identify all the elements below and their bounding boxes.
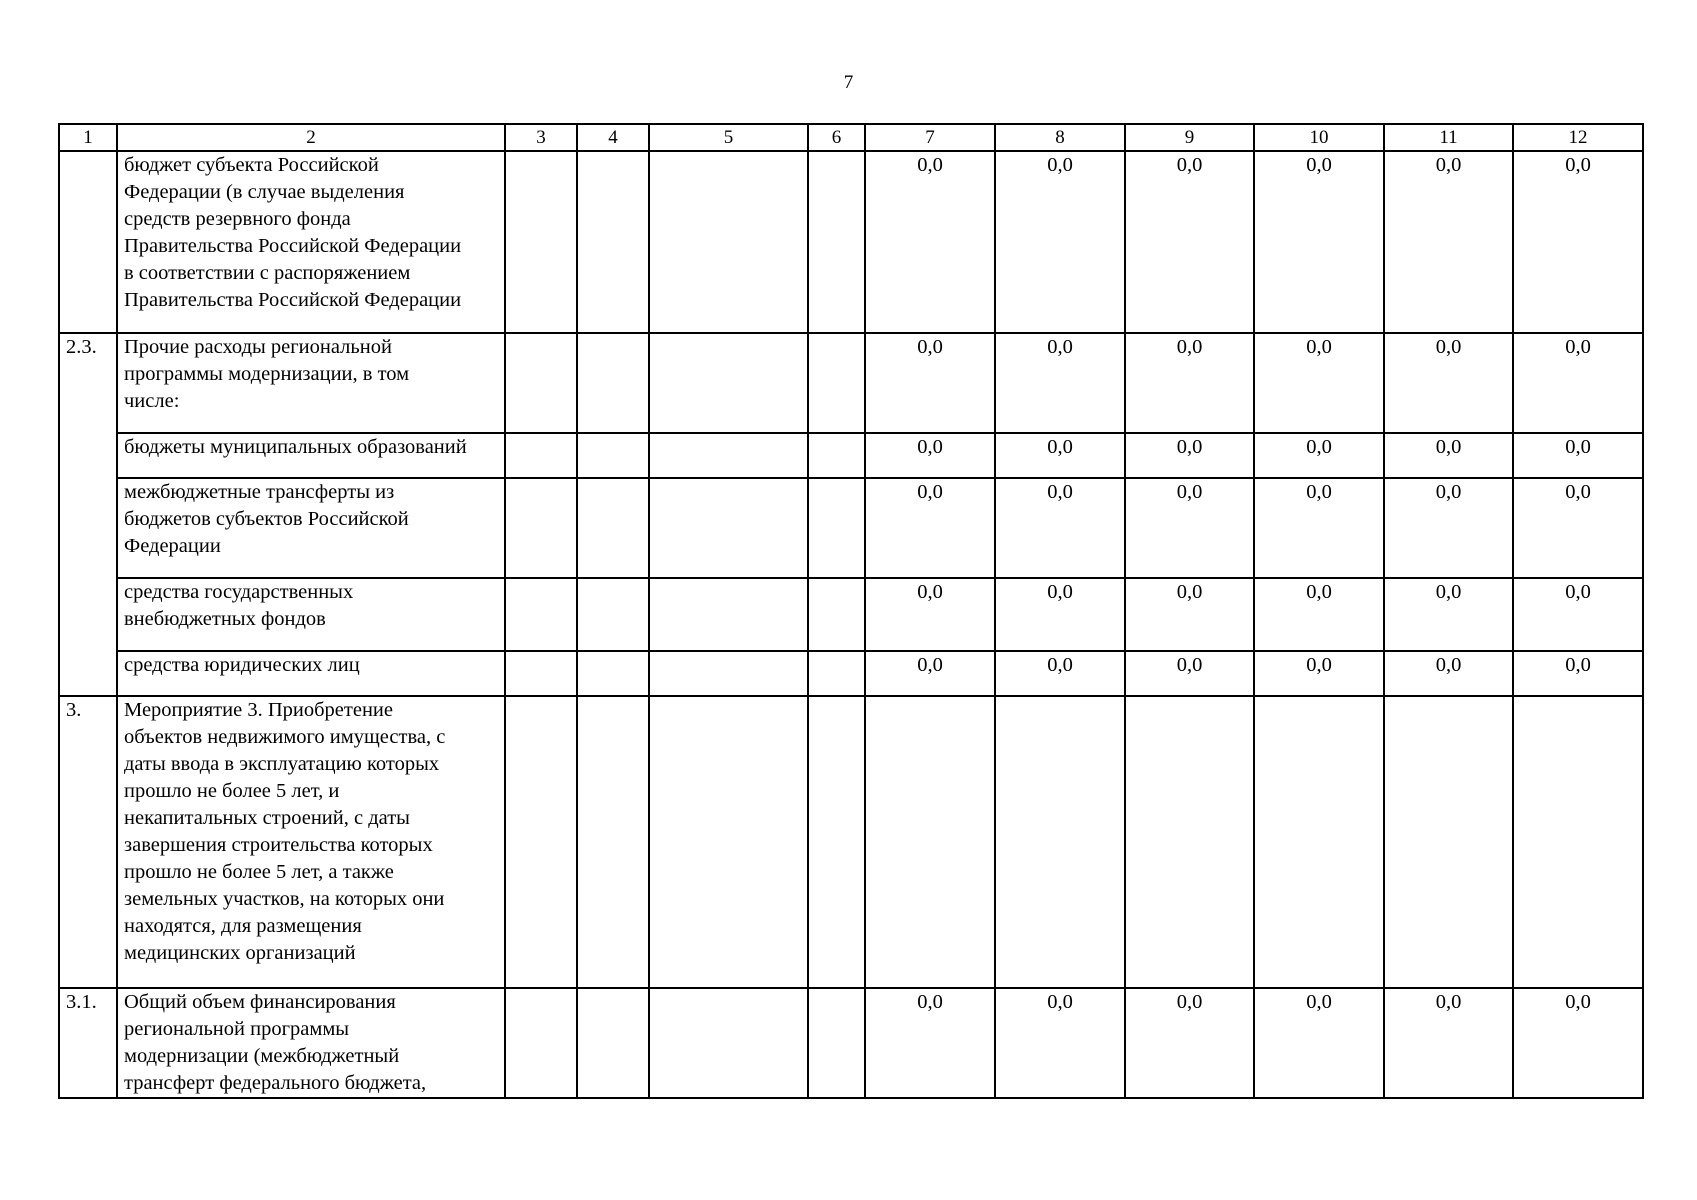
text-line: средства юридических лиц: [124, 654, 360, 676]
value-cell: 0,0: [865, 988, 995, 1098]
value-cell: 0,0: [1513, 578, 1643, 651]
header-cell: 6: [808, 124, 865, 151]
table-row: [59, 578, 1643, 651]
text-line: Прочие расходы региональной: [124, 336, 392, 358]
value-cell: 0,0: [1125, 651, 1254, 696]
text-line: Мероприятие 3. Приобретение: [124, 699, 393, 721]
row-description: [117, 696, 505, 988]
empty-cell: [577, 988, 649, 1098]
empty-cell: [649, 478, 808, 578]
text-line: региональной программы: [124, 1018, 350, 1040]
empty-cell: [505, 696, 577, 988]
empty-cell: [577, 151, 649, 333]
value-cell: 0,0: [1384, 151, 1513, 333]
value-cell: 0,0: [1254, 478, 1384, 578]
header-cell: 11: [1384, 124, 1513, 151]
value-cell: 0,0: [865, 578, 995, 651]
value-cell: 0,0: [1254, 988, 1384, 1098]
value-cell: [865, 696, 995, 988]
value-cell: 0,0: [1125, 151, 1254, 333]
empty-cell: [505, 333, 577, 433]
empty-cell: [808, 651, 865, 696]
value-cell: 0,0: [1384, 433, 1513, 478]
empty-cell: [808, 333, 865, 433]
value-cell: 0,0: [1513, 333, 1643, 433]
value-cell: 0,0: [1384, 333, 1513, 433]
empty-cell: [649, 151, 808, 333]
empty-cell: [808, 988, 865, 1098]
table-row: [59, 988, 1643, 1098]
row-description: [117, 151, 505, 333]
row-description: [117, 988, 505, 1098]
text-line: земельных участков, на которых они: [124, 888, 445, 910]
empty-cell: [505, 433, 577, 478]
value-cell: 0,0: [1254, 578, 1384, 651]
text-line: числе:: [124, 390, 180, 412]
empty-cell: [649, 988, 808, 1098]
empty-cell: [649, 696, 808, 988]
text-line: объектов недвижимого имущества, с: [124, 726, 446, 748]
financing-table: [58, 123, 1644, 1099]
row-description: [117, 478, 505, 578]
table-row: [59, 696, 1643, 988]
header-cell: 4: [577, 124, 649, 151]
text-line: некапитальных строений, с даты: [124, 807, 410, 829]
value-cell: 0,0: [1513, 988, 1643, 1098]
header-cell: 10: [1254, 124, 1384, 151]
empty-cell: [649, 651, 808, 696]
text-line: модернизации (межбюджетный: [124, 1045, 400, 1067]
text-line: Федерации (в случае выделения: [124, 181, 405, 203]
row-number: 3.: [59, 696, 117, 988]
text-line: Правительства Российской Федерации: [124, 289, 462, 311]
value-cell: 0,0: [1384, 478, 1513, 578]
table-row: [59, 651, 1643, 696]
empty-cell: [505, 151, 577, 333]
row-description: [117, 578, 505, 651]
value-cell: 0,0: [1254, 151, 1384, 333]
value-cell: 0,0: [1384, 578, 1513, 651]
empty-cell: [505, 988, 577, 1098]
text-line: внебюджетных фондов: [124, 608, 326, 630]
row-number: 2.3.: [59, 333, 117, 696]
header-cell: 9: [1125, 124, 1254, 151]
empty-cell: [649, 333, 808, 433]
value-cell: 0,0: [1513, 478, 1643, 578]
empty-cell: [577, 433, 649, 478]
empty-cell: [649, 578, 808, 651]
header-cell: 12: [1513, 124, 1643, 151]
text-line: средств резервного фонда: [124, 208, 351, 230]
text-line: находятся, для размещения: [124, 915, 362, 937]
empty-cell: [577, 578, 649, 651]
header-cell: 3: [505, 124, 577, 151]
text-line: трансферт федерального бюджета,: [124, 1072, 427, 1094]
text-line: средства государственных: [124, 581, 354, 603]
text-line: завершения строительства которых: [124, 834, 433, 856]
value-cell: 0,0: [995, 578, 1125, 651]
value-cell: 0,0: [995, 151, 1125, 333]
value-cell: 0,0: [865, 433, 995, 478]
header-cell: 8: [995, 124, 1125, 151]
text-line: межбюджетные трансферты из: [124, 481, 395, 503]
value-cell: 0,0: [1254, 433, 1384, 478]
row-number: [59, 151, 117, 333]
value-cell: [1513, 696, 1643, 988]
value-cell: 0,0: [865, 151, 995, 333]
empty-cell: [808, 478, 865, 578]
table-row: [59, 478, 1643, 578]
value-cell: 0,0: [995, 651, 1125, 696]
table-row: [59, 333, 1643, 433]
value-cell: 0,0: [1254, 333, 1384, 433]
row-description: [117, 333, 505, 433]
empty-cell: [505, 578, 577, 651]
empty-cell: [505, 478, 577, 578]
text-line: прошло не более 5 лет, а также: [124, 861, 394, 883]
page-number: 7: [843, 72, 854, 93]
header-cell: 5: [649, 124, 808, 151]
empty-cell: [577, 651, 649, 696]
value-cell: 0,0: [995, 988, 1125, 1098]
value-cell: 0,0: [865, 478, 995, 578]
value-cell: 0,0: [1513, 433, 1643, 478]
empty-cell: [505, 651, 577, 696]
value-cell: 0,0: [1254, 651, 1384, 696]
header-row: [59, 124, 1643, 151]
empty-cell: [577, 478, 649, 578]
value-cell: 0,0: [1513, 651, 1643, 696]
empty-cell: [577, 333, 649, 433]
table-row: [59, 433, 1643, 478]
table-row: [59, 151, 1643, 333]
row-number: 3.1.: [59, 988, 117, 1098]
empty-cell: [649, 433, 808, 478]
text-line: прошло не более 5 лет, и: [124, 780, 340, 802]
empty-cell: [808, 433, 865, 478]
value-cell: 0,0: [1125, 333, 1254, 433]
text-line: бюджет субъекта Российской: [124, 154, 379, 176]
header-cell: 1: [59, 124, 117, 151]
value-cell: 0,0: [1384, 651, 1513, 696]
text-line: бюджеты муниципальных образований: [124, 436, 467, 458]
header-cell: 7: [865, 124, 995, 151]
text-line: программы модернизации, в том: [124, 363, 410, 385]
value-cell: 0,0: [1125, 478, 1254, 578]
empty-cell: [808, 696, 865, 988]
empty-cell: [808, 578, 865, 651]
row-description: [117, 651, 505, 696]
empty-cell: [577, 696, 649, 988]
value-cell: 0,0: [1513, 151, 1643, 333]
text-line: Федерации: [124, 535, 221, 557]
value-cell: 0,0: [1384, 988, 1513, 1098]
value-cell: [1384, 696, 1513, 988]
value-cell: 0,0: [995, 478, 1125, 578]
value-cell: 0,0: [865, 651, 995, 696]
value-cell: [1254, 696, 1384, 988]
text-line: бюджетов субъектов Российской: [124, 508, 409, 530]
value-cell: 0,0: [1125, 433, 1254, 478]
value-cell: 0,0: [1125, 988, 1254, 1098]
value-cell: 0,0: [1125, 578, 1254, 651]
header-cell: 2: [117, 124, 505, 151]
value-cell: 0,0: [995, 333, 1125, 433]
text-line: медицинских организаций: [124, 942, 356, 964]
value-cell: 0,0: [995, 433, 1125, 478]
text-line: Общий объем финансирования: [124, 991, 396, 1013]
value-cell: 0,0: [865, 333, 995, 433]
value-cell: [995, 696, 1125, 988]
empty-cell: [808, 151, 865, 333]
text-line: Правительства Российской Федерации: [124, 235, 462, 257]
row-description: [117, 433, 505, 478]
text-line: даты ввода в эксплуатацию которых: [124, 753, 440, 775]
text-line: в соответствии с распоряжением: [124, 262, 411, 284]
value-cell: [1125, 696, 1254, 988]
